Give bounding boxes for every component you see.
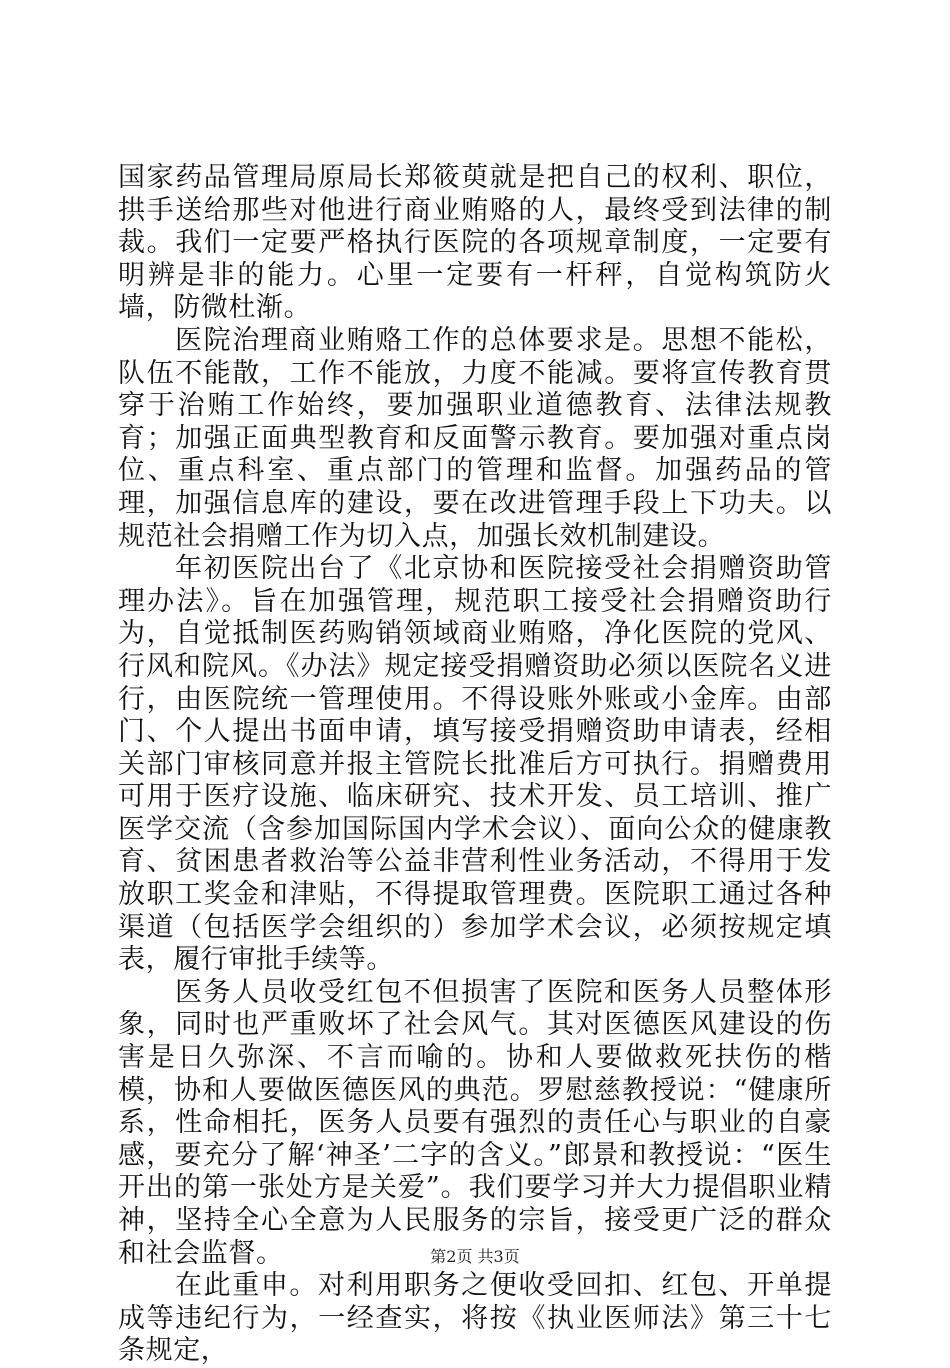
paragraph-continuation: 国家药品管理局原局长郑筱萸就是把自己的权利、职位，拱手送给那些对他进行商业贿赂的人，最终受到法律的制裁。我们一定要严格执行医院的各项规章制度，一定要有明辨是非的能力。心里一定要有一杆秤，自觉构筑防火墙，防微杜渐。 (118, 162, 832, 324)
paragraph-donation-measures: 年初医院出台了《北京协和医院接受社会捐赠资助管理办法》。旨在加强管理，规范职工接受社会捐赠资助行为，自觉抵制医药购销领域商业贿赂，净化医院的党风、行风和院风。《办法》规定接受捐赠资助必须以医院名义进行，由医院统一管理使用。不得设账外账或小金库。由部门、个人提出书面申请，填写接受捐赠资助申请表，经相关部门审核同意并报主管院长批准后方可执行。捐赠费用可用于医疗设施、临床研究、技术开发、员工培训、推广医学交流（含参加国际国内学术会议）、面向公众的健康教育、贫困患者救治等公益非营利性业务活动，不得用于发放职工奖金和津贴，不得提取管理费。医院职工通过各种渠道（包括医学会组织的）参加学术会议，必须按规定填表，履行审批手续等。 (118, 553, 832, 976)
page-number-footer: 第2页 共3页 (430, 1247, 520, 1266)
document-body (118, 162, 832, 1368)
paragraph-reaffirmation: 在此重申。对利用职务之便收受回扣、红包、开单提成等违纪行为，一经查实，将按《执业医师法》第三十七条规定， (118, 1270, 832, 1367)
paragraph-overall-requirements: 医院治理商业贿赂工作的总体要求是。思想不能松，队伍不能散，工作不能放，力度不能减。要将宣传教育贯穿于治贿工作始终，要加强职业道德教育、法律法规教育；加强正面典型教育和反面警示教育。要加强对重点岗位、重点科室、重点部门的管理和监督。加强药品的管理，加强信息库的建设，要在改进管理手段上下功夫。以规范社会捐赠工作为切入点，加强长效机制建设。 (118, 324, 832, 552)
paragraph-red-envelope: 医务人员收受红包不但损害了医院和医务人员整体形象，同时也严重败坏了社会风气。其对医德医风建设的伤害是日久弥深、不言而喻的。协和人要做救死扶伤的楷模，协和人要做医德医风的典范。罗慰慈教授说：“健康所系，性命相托，医务人员要有强烈的责任心与职业的自豪感，要充分了解‘神圣’二字的含义。”郎景和教授说：“医生开出的第一张处方是关爱”。我们要学习并大力提倡职业精神，坚持全心全意为人民服务的宗旨，接受更广泛的群众和社会监督。 (118, 976, 832, 1269)
